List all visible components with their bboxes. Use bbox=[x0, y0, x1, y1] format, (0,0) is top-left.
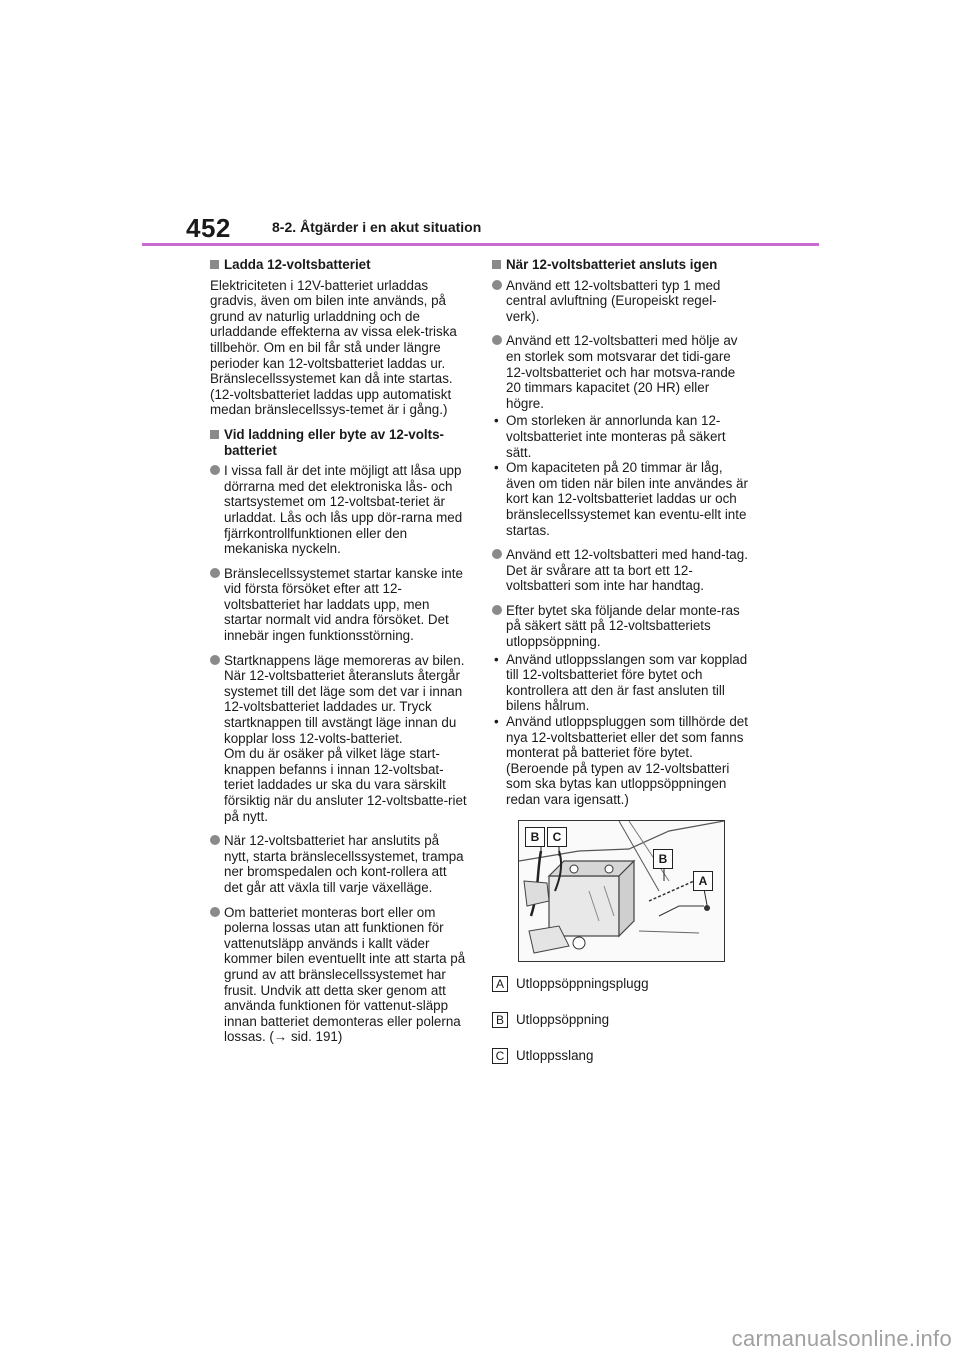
battery-illustration bbox=[518, 820, 725, 962]
left-column bbox=[210, 257, 468, 1054]
list-item: Om batteriet monteras bort eller om polerna lossas utan att funktionen för vattenutsläpp används i kallt väder kommer bilen eventuellt inte att starta på grund av att bränslecellssystemet har frusit. Undvik att detta sker genom att använda funktionen för vattenut-släpp innan batteriet demonteras eller polerna lossas. (→ sid. 191) bbox=[210, 905, 468, 1045]
list-item: Bränslecellssystemet startar kanske inte vid första försöket efter att 12-voltsbatteriet har laddats upp, men startar normalt vid andra försöket. Det innebär ingen funktionsstörning. bbox=[210, 566, 468, 644]
sub-list-item: • Använd utloppsslangen som var kopplad till 12-voltsbatteriet före bytet och kontrollera att den är fast ansluten till bilens hålrum. bbox=[494, 651, 748, 714]
legend-key-b: B bbox=[492, 1012, 508, 1028]
round-bullet-icon bbox=[210, 907, 220, 917]
sub-list-item: • Använd utloppspluggen som tillhörde det nya 12-voltsbatteriet eller det som fanns monterat på batteriet före bytet. (Beroende på typen av 12-voltsbatteri som ska bytas kan utloppsöppningen redan vara igensatt.) bbox=[494, 714, 748, 807]
round-bullet-icon bbox=[492, 605, 502, 615]
square-bullet-icon bbox=[210, 260, 219, 269]
sub-list bbox=[492, 652, 750, 808]
legend-text-b: Utloppsöppning bbox=[516, 1011, 610, 1027]
sub-list-item: • Om storleken är annorlunda kan 12-voltsbatteriet inte monteras på säkert sätt. bbox=[494, 413, 726, 460]
section-title: 8-2. Åtgärder i en akut situation bbox=[272, 219, 482, 235]
sub-list-item: • Om kapaciteten på 20 timmar är låg, även om tiden när bilen inte användes är kort kan 12-voltsbatteriet laddas ur och bränslecellssystemet kan eventu-ellt inte startas. bbox=[494, 460, 748, 538]
list-item: Efter bytet ska följande delar monte-ras på säkert sätt på 12-voltsbatteriets utloppsöppning. bbox=[492, 603, 750, 650]
round-bullet-icon bbox=[210, 465, 220, 475]
figure-label-a: A bbox=[693, 871, 713, 891]
legend-key-c: C bbox=[492, 1048, 508, 1064]
legend-text-a: Utloppsöppningsplugg bbox=[516, 975, 649, 991]
right-column bbox=[492, 257, 750, 1064]
list-item: I vissa fall är det inte möjligt att låsa upp dörrarna med det elektroniska lås- och startsystemet om 12-voltsbat-teriet är urladdat. Lås och lås upp dör-rarna med fjärrkontrollfunktionen eller den mekaniska nyckeln. bbox=[210, 463, 468, 557]
list-item: Använd ett 12-voltsbatteri med hand-tag. Det är svårare att ta bort ett 12-voltsbatteri som inte har handtag. bbox=[492, 547, 750, 594]
heading-charge-battery: Ladda 12-voltsbatteriet bbox=[210, 257, 468, 273]
list-item: När 12-voltsbatteriet har anslutits på nytt, starta bränslecellssystemet, trampa ner bromspedalen och kont-rollera att det går att växla till varje växelläge. bbox=[210, 833, 468, 895]
legend-text-c: Utloppsslang bbox=[516, 1047, 594, 1063]
heading-reconnect: När 12-voltsbatteriet ansluts igen bbox=[492, 257, 750, 273]
sub-list bbox=[492, 413, 750, 538]
list-item: Använd ett 12-voltsbatteri typ 1 med central avluftning (Europeiskt regel-verk). bbox=[492, 278, 750, 325]
watermark: carmanualsonline.info bbox=[731, 1326, 952, 1351]
figure-label-b: B bbox=[525, 827, 545, 847]
round-bullet-icon bbox=[492, 549, 502, 559]
page-number: 452 bbox=[186, 213, 231, 243]
figure-label-b-right: B bbox=[653, 849, 673, 869]
round-bullet-icon bbox=[492, 280, 502, 290]
header-rule bbox=[142, 243, 819, 246]
list-item: Startknappens läge memoreras av bilen. När 12-voltsbatteriet återansluts återgår systemet till det läge som det var i innan 12-voltsbatteriet laddades ur. Tryck startknappen till avstängt läge innan du kopplar loss 12-volts-batteriet. Om du är osäker på vilket läge start-knappen befanns i innan 12-voltsbat-teriet laddades ur ska du vara särskilt försiktig när du ansluter 12-voltsbatte-riet på nytt. bbox=[210, 653, 468, 825]
round-bullet-icon bbox=[210, 835, 220, 845]
legend-key-a: A bbox=[492, 976, 508, 992]
square-bullet-icon bbox=[492, 260, 501, 269]
round-bullet-icon bbox=[210, 655, 220, 665]
paragraph-charge-info: Elektriciteten i 12V-batteriet urladdas gradvis, även om bilen inte används, på grund av naturlig urladdning och de urladdande effekterna av vissa elek-triska tillbehör. Om en bil får stå under längre perioder kan 12-voltsbatteriet laddas ur. Bränslecellssystemet kan då inte startas. (12-voltsbatteriet laddas upp automatiskt medan bränslecellssys-temet är i gång.) bbox=[210, 277, 457, 418]
heading-charging-replacing: Vid laddning eller byte av 12-volts-batteriet bbox=[210, 427, 468, 458]
legend-row-c bbox=[492, 1048, 750, 1064]
round-bullet-icon bbox=[492, 335, 502, 345]
list-item: Använd ett 12-voltsbatteri med hölje av en storlek som motsvarar det tidi-gare 12-voltsbatteriet och har motsva-rande 20 timmars kapacitet (20 HR) eller högre. bbox=[492, 333, 750, 411]
legend-row-a bbox=[492, 976, 750, 992]
figure-label-c: C bbox=[547, 827, 567, 847]
round-bullet-icon bbox=[210, 568, 220, 578]
square-bullet-icon bbox=[210, 430, 219, 439]
legend-row-b bbox=[492, 1012, 750, 1028]
